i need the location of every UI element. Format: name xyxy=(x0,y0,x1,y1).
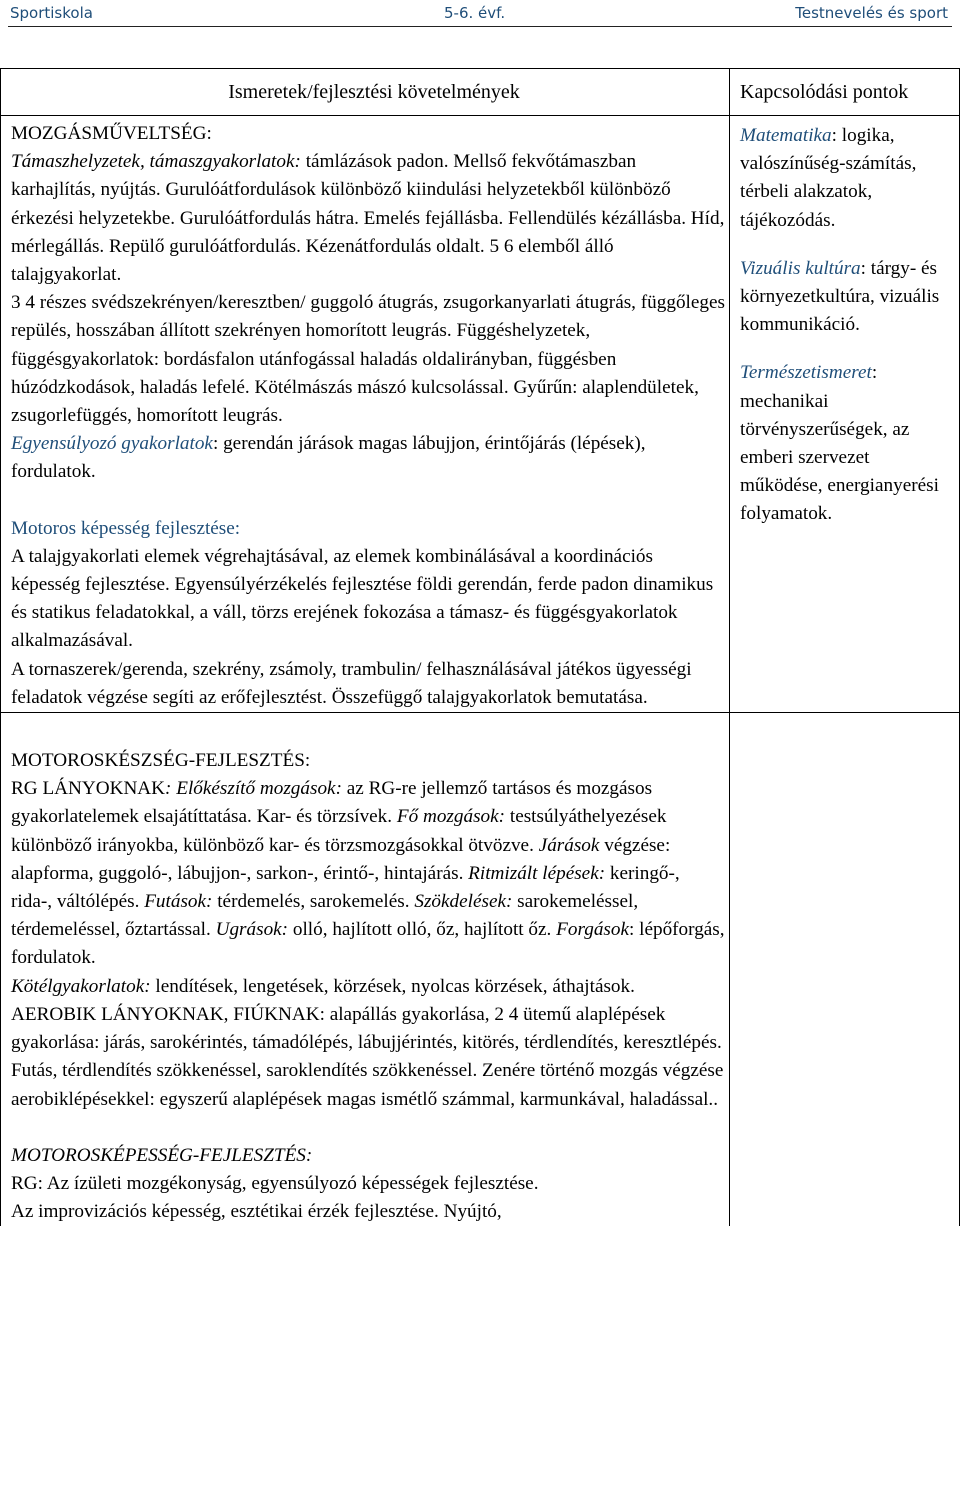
rg-turns-text: : lépőforgás, fordulatok. xyxy=(11,919,725,969)
table-body-row xyxy=(1,116,960,713)
science-connection xyxy=(740,359,955,528)
connections-cell-2 xyxy=(730,713,960,1227)
support-exercises-paragraph xyxy=(11,148,725,289)
rg-prep-text: az RG-re jellemző tartásos és mozgásos gyakorlatelemek elsajátíttatása. Kar- és törzsívek. xyxy=(11,778,653,828)
spacer xyxy=(740,339,955,359)
header-grade: 5-6. évf. xyxy=(444,4,506,22)
apparatus-paragraph: A tornaszerek/gerenda, szekrény, zsámoly, trambulin/ felhasználásával játékos ügyességi feladatok végzése segíti az erőfejlesztést. Összefüggő talajgyakorlatok bemutatása. xyxy=(11,658,692,708)
visual-culture-label: Vizuális kultúra xyxy=(740,257,861,279)
rg-main-label: Fő mozgások: xyxy=(396,806,506,828)
spacer xyxy=(11,487,725,515)
science-text: : mechanikai törvényszerűségek, az emberi szervezet működése, energianyerési folyamatok. xyxy=(740,362,939,525)
vaulting-paragraph: 3 4 részes svédszekrényen/keresztben/ guggoló átugrás, zsugorkanyarlati átugrás, függőleges repülés, hosszában állított szekrényen homorított leugrás. Függéshelyzetek, függésgyakorlatok: bordásfalon utánfogással haladás oldalirányban, függésben húzódzkodások, haladás lefelé. Kötélmászás mászó kulcsolással. Gyűrűn: alaplendületek, zsugorlefüggés, homorított leugrás. xyxy=(11,292,725,427)
spacer xyxy=(11,1114,725,1142)
visual-culture-text: : tárgy- és környezetkultúra, vizuális kommunikáció. xyxy=(740,257,940,336)
motor-ability-label: Motoros képesség fejlesztése xyxy=(11,517,235,539)
col-connections-heading: Kapcsolódási pontok xyxy=(730,69,960,116)
rg-mobility-line: RG: Az ízületi mozgékonyság, egyensúlyozó képességek fejlesztése. xyxy=(11,1172,539,1194)
motor-capability-heading xyxy=(11,1142,725,1170)
aerobic-paragraph: AEROBIK LÁNYOKNAK, FIÚKNAK: alapállás gyakorlása, 2 4 ütemű alaplépések gyakorlása: járás, sarokérintés, támadólépés, lábujjérintés, kitörés, térdlendítés, keresztlépés. Futás, térdlendítés szökkenéssel, saroklendítés szökkenéssel. Zenére történő mozgás végzése aerobiklépésekkel: egyszerű alaplépések magas ismétlő számmal, karmunkával, haladással.. xyxy=(11,1003,724,1110)
rg-steps-text: keringő-, rida-, váltólépés. xyxy=(11,862,680,913)
rg-girls-label: RG LÁNYOKNAK xyxy=(11,778,166,800)
section-movement-culture-title: MOZGÁSMŰVELTSÉG: xyxy=(11,123,212,144)
rg-runs-label: Futások: xyxy=(144,891,213,913)
rg-hops-text: sarokemeléssel, térdemeléssel, őztartással. xyxy=(11,891,639,941)
requirements-cell-2 xyxy=(1,713,730,1227)
header-school: Sportiskola xyxy=(10,4,93,22)
page-header xyxy=(0,0,960,26)
header-subject: Testnevelés és sport xyxy=(795,4,948,22)
requirements-cell xyxy=(1,116,730,713)
support-exercises-label: Támaszhelyzetek, támaszgyakorlatok: xyxy=(11,151,301,173)
rg-prep-label: : Előkészítő mozgások: xyxy=(165,778,342,800)
rg-walks-label: Járások xyxy=(538,834,600,856)
improvisation-line: Az improvizációs képesség, esztétikai érzék fejlesztése. Nyújtó, xyxy=(11,1201,502,1223)
math-label: Matematika xyxy=(740,125,832,146)
curriculum-table xyxy=(0,68,960,1226)
motor-skill-heading: MOTOROSKÉSZSÉG-FEJLESZTÉS: xyxy=(11,750,311,772)
header-rule xyxy=(8,26,952,27)
rope-paragraph xyxy=(11,973,725,1001)
balance-text: : gerendán járások magas lábujjon, érintőjárás (lépések), fordulatok. xyxy=(11,433,646,483)
rg-runs-text: térdemelés, sarokemelés. xyxy=(212,891,415,913)
table-header-row xyxy=(1,69,960,116)
rg-jumps-label: Ugrások: xyxy=(215,919,289,941)
math-text: : logika, valószínűség-számítás, térbeli alakzatok, tájékozódás. xyxy=(740,125,917,231)
rg-girls-paragraph xyxy=(11,775,725,972)
connections-cell xyxy=(730,116,960,713)
motor-ability-colon: : xyxy=(234,517,241,539)
motor-ability-paragraph: A talajgyakorlati elemek végrehajtásával, az elemek kombinálásával a koordinációs képesség fejlesztése. Egyensúlyérzékelés fejlesztése földi gerendán, ferde padon dinamikus és statikus feladatokkal, a váll, törzs erejének fokozása a támasz- és függésgyakorlatok alkalmazásával. xyxy=(11,545,714,652)
rg-steps-label: Ritmizált lépések: xyxy=(468,862,606,884)
rope-text: lendítések, lengetések, körzések, nyolcas körzések, áthajtások. xyxy=(150,975,635,997)
support-exercises-text: támlázások padon. Mellső fekvőtámaszban karhajlítás, nyújtás. Gurulóátfordulások különböző kiindulási helyzetekből különböző érkezési helyzetekbe. Gurulóátfordulás hátra. Emelés fejállásba. Fellendülés kézállásba. Híd, mérlegállás. Repülő gurulóátfordulás. Kézenátfordulás oldalt. 5 6 elemből álló talajgyakorlat. xyxy=(11,151,725,286)
rg-walks-text: végzése: alapforma, guggoló-, lábujjon-, sarkon-, érintő-, hintajárás. xyxy=(11,834,671,884)
balance-paragraph xyxy=(11,430,725,486)
spacer xyxy=(740,235,955,255)
table-body-row-2 xyxy=(1,713,960,1227)
rope-label: Kötélgyakorlatok: xyxy=(11,975,151,997)
rg-jumps-text: olló, hajlított olló, őz, hajlított őz. xyxy=(288,919,557,941)
math-connection xyxy=(740,122,955,235)
col-requirements-heading: Ismeretek/fejlesztési követelmények xyxy=(1,69,730,116)
rg-hops-label: Szökdelések: xyxy=(414,891,513,913)
motor-capability-label: MOTOROSKÉPESSÉG-FEJLESZTÉS: xyxy=(11,1144,313,1166)
rg-main-text: testsúlyáthelyezések különböző irányokba, különböző kar- és törzsmozgásokkal ötvözve. xyxy=(11,806,667,856)
balance-label: Egyensúlyozó gyakorlatok xyxy=(11,433,213,455)
motor-ability-heading xyxy=(11,515,725,543)
visual-culture-connection xyxy=(740,255,955,340)
science-label: Természetismeret xyxy=(740,362,872,384)
spacer xyxy=(11,721,725,747)
rg-turns-label: Forgások xyxy=(556,919,629,941)
